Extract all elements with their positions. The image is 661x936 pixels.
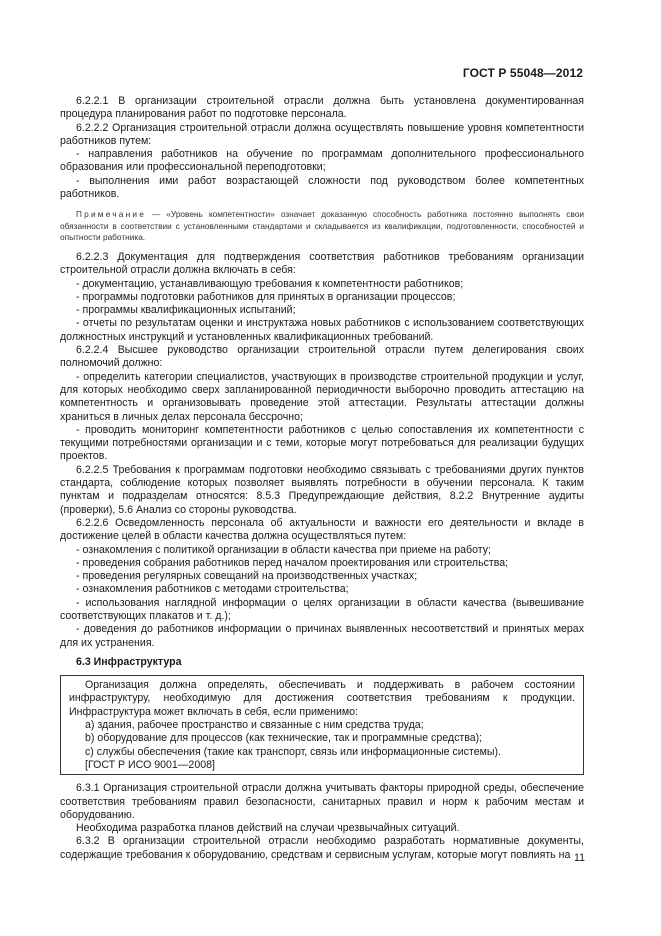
list-item: - доведения до работников информации о причинах выявленных несоответствий и принятых мерах для их устранения. [60,623,584,649]
list-item: - проведения регулярных совещаний на производственных участках; [76,570,418,583]
list-item: - проведения собрания работников перед началом проектирования или строительства; [76,556,509,569]
quoted-requirement-box [60,675,584,775]
paragraph: 6.2.2.5 Требования к программам подготовки необходимо связывать с требованиями других пунктов стандарта, соблюдение которых позволяет выявлять потребности в обучении персонала. К таким пунктам и подразделам относятся: 8.5.3 Предупреждающие действия, 8.2.2 Внутренние аудиты (проверки), 5.6 Анализ со стороны руководства. [60,463,584,516]
list-item: - документацию, устанавливающую требования к компетентности работников; [76,277,464,290]
paragraph: 6.2.2.4 Высшее руководство организации строительной отрасли путем делегирования своих полномочий должно: [60,344,584,370]
box-item: c) службы обеспечения (такие как транспорт, связь или информационные системы). [85,745,501,758]
list-item: - выполнения ими работ возрастающей сложности под руководством более компетентных работников. [60,174,584,201]
note [60,209,584,243]
list-item: - программы подготовки работников для принятых в организации процессов; [76,290,456,303]
list-item: - использования наглядной информации о целях организации в области качества (вывешивание соответствующих плакатов и т. д.); [60,596,584,622]
box-reference: [ГОСТ Р ИСО 9001—2008] [85,758,215,771]
list-item: - направления работников на обучение по программам дополнительного профессионального образования или профессиональной переподготовки; [60,148,584,174]
list-item: - отчеты по результатам оценки и инструктажа новых работников с использованием соответствующих должностных инструкций и установленных квалификационных требований. [60,317,584,343]
paragraph: 6.2.2.2 Организация строительной отрасли должна осуществлять повышение уровня компетентности работников путем: [60,121,584,147]
paragraph: 6.2.2.3 Документация для подтверждения соответствия работников требованиям организации строительной отрасли должна включать в себя: [60,250,584,277]
list-item: - проводить мониторинг компетентности работников с целью сопоставления их компетентности с текущими потребностями организации и с теми, которые могут потребоваться для реализации будущих проектов. [60,423,584,463]
page-number: 11 [574,852,585,864]
box-item: b) оборудование для процессов (как технические, так и программные средства); [85,732,483,745]
list-item: - определить категории специалистов, участвующих в производстве строительной продукции и услуг, для которых необходимо сверх запланированной периодичности выборочно проводить аттестацию на компетентность и организовывать проведение этой аттестации. Результаты аттестации должны храниться в личных делах персонала бессрочно; [60,370,584,423]
list-item: - программы квалификационных испытаний; [76,304,296,317]
list-item: - ознакомления работников с методами строительства; [76,583,349,596]
section-title: 6.3 Инфраструктура [76,655,182,668]
box-item: a) здания, рабочее пространство и связанные с ним средства труда; [85,719,424,732]
document-body [60,95,584,862]
document-header: ГОСТ Р 55048—2012 [462,66,583,80]
paragraph: 6.2.2.1 В организации строительной отрасли должна быть установлена документированная процедура планирования работ по подготовке персонала. [60,95,584,121]
note-label: Примечание [76,209,147,220]
paragraph: 6.3.1 Организация строительной отрасли должна учитывать факторы природной среды, обеспечение соответствия требованиям правил безопасности, санитарных правил и норм к рабочим местам и оборудованию. [60,782,584,821]
paragraph: 6.2.2.6 Осведомленность персонала об актуальности и важности его деятельности и вкладе в достижение целей в области качества должна осуществляться путем: [60,516,584,543]
paragraph: 6.3.2 В организации строительной отрасли необходимо разработать нормативные документы, содержащие требования к оборудованию, средствам и сервисным услугам, которые могут повлиять на [60,835,584,861]
list-item: - ознакомления с политикой организации в области качества при приеме на работу; [76,543,491,556]
box-intro: Организация должна определять, обеспечивать и поддерживать в рабочем состоянии инфраструктуру, необходимую для достижения соответствия требованиям к продукции. Инфраструктура может включать в себя, если применимо: [69,679,575,718]
note-text: — «Уровень компетентности» означает доказанную способность работника постоянно выполнять свои обязанности в соответствии с установленными стандартами и складывается из квалификации, подготовленности, способностей и опытности работника. [60,209,584,242]
paragraph: Необходима разработка планов действий на случаи чрезвычайных ситуаций. [76,822,460,835]
